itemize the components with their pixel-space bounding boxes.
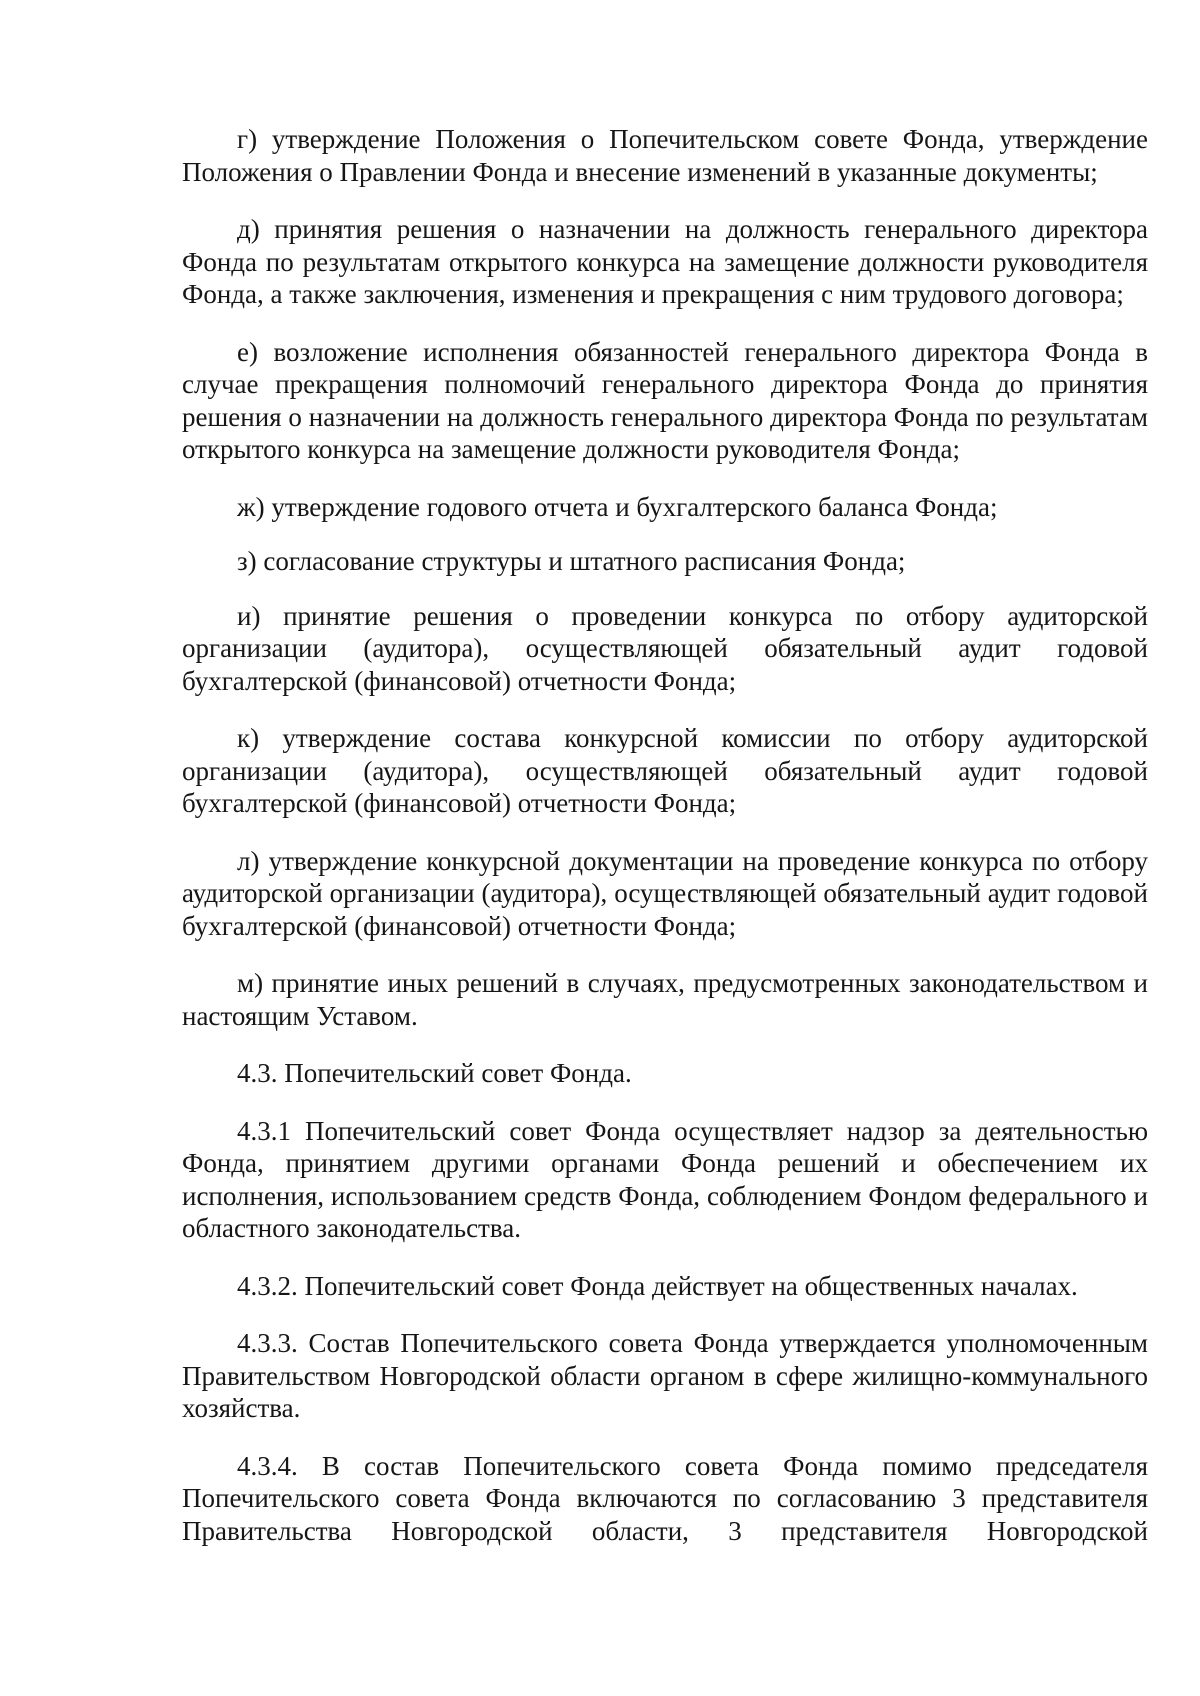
paragraph-4-3-2: 4.3.2. Попечительский совет Фонда действует на общественных началах. [237,1270,1078,1301]
paragraph-z: з) согласование структуры и штатного расписания Фонда; [237,546,906,576]
paragraph-m: м) принятие иных решений в случаях, предусмотренных законодательством и настоящим Уставом. [182,968,1148,1031]
paragraph-4-3-4: 4.3.4. В состав Попечительского совета Фонда помимо председателя Попечительского совета Фонда включаются по согласованию 3 представителя Правительства Новгородской области, 3 представителя Новгородской [182,1450,1148,1546]
paragraph-4-3-3: 4.3.3. Состав Попечительского совета Фонда утверждается уполномоченным Правительством Новгородской области органом в сфере жилищно-коммунального хозяйства. [182,1328,1148,1423]
paragraph-k: к) утверждение состава конкурсной комиссии по отбору аудиторской организации (аудитора), осуществляющей обязательный аудит годовой бухгалтерской (финансовой) отчетности Фонда; [182,723,1148,818]
paragraph-l: л) утверждение конкурсной документации на проведение конкурса по отбору аудиторской организации (аудитора), осуществляющей обязательный аудит годовой бухгалтерской (финансовой) отчетности Фонда; [182,845,1148,941]
paragraph-zh: ж) утверждение годового отчета и бухгалтерского баланса Фонда; [237,491,998,522]
paragraph-4-3-1: 4.3.1 Попечительский совет Фонда осуществляет надзор за деятельностью Фонда, принятием другими органами Фонда решений и обеспечением их исполнения, использованием средств Фонда, соблюдением Фондом федерального и областного законодательства. [182,1115,1148,1243]
paragraph-g: г) утверждение Положения о Попечительском совете Фонда, утверждение Положения о Правлении Фонда и внесение изменений в указанные документы; [182,124,1148,187]
paragraph-d: д) принятия решения о назначении на должность генерального директора Фонда по результатам открытого конкурса на замещение должности руководителя Фонда, а также заключения, изменения и прекращения с ним трудового договора; [182,214,1148,309]
section-heading-4-3: 4.3. Попечительский совет Фонда. [237,1058,632,1088]
document-body [182,123,1148,1547]
paragraph-i: и) принятие решения о проведении конкурса по отбору аудиторской организации (аудитора), осуществляющей обязательный аудит годовой бухгалтерской (финансовой) отчетности Фонда; [182,600,1148,696]
paragraph-e: е) возложение исполнения обязанностей генерального директора Фонда в случае прекращения полномочий генерального директора Фонда до принятия решения о назначении на должность генерального директора Фонда по результатам открытого конкурса на замещение должности руководителя Фонда; [182,336,1148,464]
